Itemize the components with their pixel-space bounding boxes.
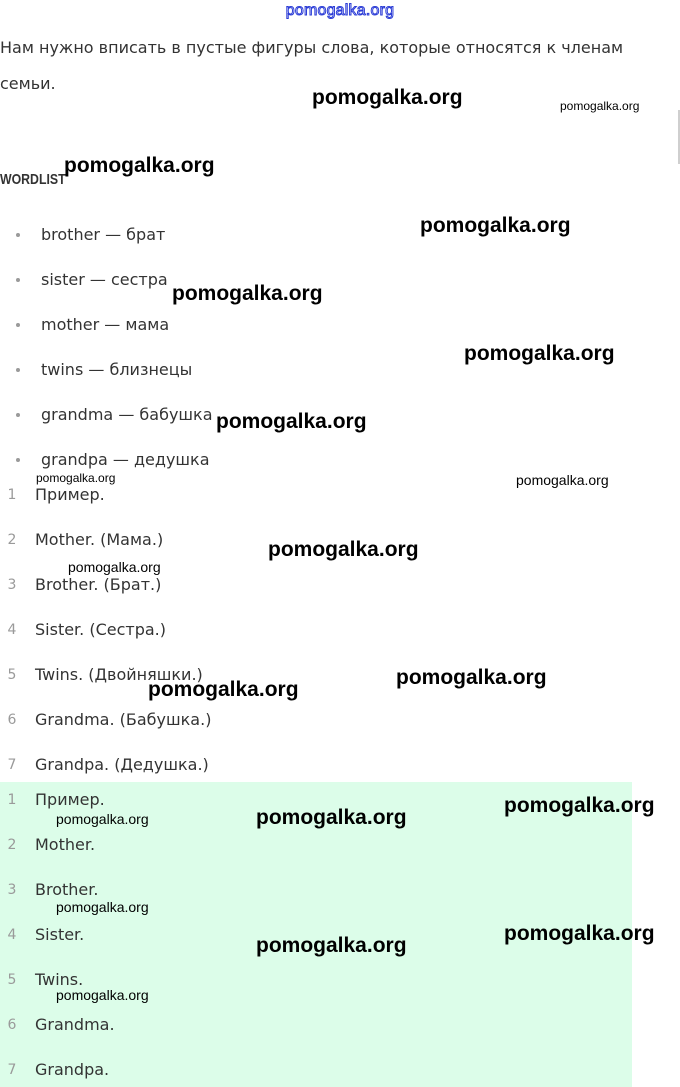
item-number: 7	[7, 1062, 17, 1078]
item-number: 5	[7, 972, 17, 988]
watermark: pomogalka.org	[504, 922, 655, 945]
watermark: pomogalka.org	[148, 678, 299, 701]
watermark: pomogalka.org	[396, 666, 547, 689]
item-text: Brother. (Брат.)	[35, 575, 162, 594]
item-text: Пример.	[35, 790, 105, 809]
watermark: pomogalka.org	[504, 794, 655, 817]
item-text: Twins.	[35, 970, 84, 989]
watermark: pomogalka.org	[172, 282, 323, 305]
bullet-icon	[16, 278, 20, 282]
item-number: 1	[7, 792, 17, 808]
wordlist-item-text: twins — близнецы	[41, 360, 193, 379]
watermark: pomogalka.org	[464, 342, 615, 365]
item-number: 4	[7, 927, 17, 943]
item-number: 2	[7, 532, 17, 548]
watermark: pomogalka.org	[256, 806, 407, 829]
watermark: pomogalka.org	[312, 86, 463, 109]
watermark: pomogalka.org	[560, 99, 640, 113]
wordlist-heading: WORDLIST	[0, 171, 66, 188]
wordlist-item-text: grandma — бабушка	[41, 405, 213, 424]
watermark: pomogalka.org	[216, 410, 367, 433]
watermark-top: pomogalka.org	[285, 2, 395, 19]
item-text: Grandpa.	[35, 1060, 110, 1079]
wordlist-item-text: sister — сестра	[41, 270, 168, 289]
item-number: 2	[7, 837, 17, 853]
watermark: pomogalka.org	[64, 154, 215, 177]
item-text: Brother.	[35, 880, 99, 899]
watermark: pomogalka.org	[56, 987, 149, 1003]
watermark: pomogalka.org	[56, 811, 149, 827]
bullet-icon	[16, 323, 20, 327]
bullet-icon	[16, 368, 20, 372]
item-text: Grandma.	[35, 1015, 115, 1034]
item-text: Sister.	[35, 925, 85, 944]
watermark: pomogalka.org	[268, 538, 419, 561]
item-text: Mother.	[35, 835, 96, 854]
item-text: Grandpa. (Дедушка.)	[35, 755, 209, 774]
bullet-icon	[16, 413, 20, 417]
item-number: 6	[7, 1017, 17, 1033]
item-number: 7	[7, 757, 17, 773]
bullet-icon	[16, 458, 20, 462]
item-number: 1	[7, 487, 17, 503]
item-text: Sister. (Сестра.)	[35, 620, 166, 639]
watermark: pomogalka.org	[256, 934, 407, 957]
wordlist-item-text: brother — брат	[41, 225, 166, 244]
wordlist-item-text: mother — мама	[41, 315, 170, 334]
item-text: Пример.	[35, 485, 105, 504]
wordlist-item-text: grandpa — дедушка	[41, 450, 210, 469]
intro-paragraph: Нам нужно вписать в пустые фигуры слова, которые относятся к членам семьи.	[0, 38, 624, 93]
watermark: pomogalka.org	[36, 471, 116, 485]
watermark: pomogalka.org	[420, 214, 571, 237]
item-text: Grandma. (Бабушка.)	[35, 710, 212, 729]
item-text: Twins. (Двойняшки.)	[35, 665, 203, 684]
watermark: pomogalka.org	[516, 472, 609, 488]
item-number: 4	[7, 622, 17, 638]
item-number: 3	[7, 882, 17, 898]
item-number: 6	[7, 712, 17, 728]
bullet-icon	[16, 233, 20, 237]
watermark: pomogalka.org	[56, 899, 149, 915]
watermark: pomogalka.org	[68, 559, 161, 575]
item-text: Mother. (Мама.)	[35, 530, 164, 549]
item-number: 3	[7, 577, 17, 593]
item-number: 5	[7, 667, 17, 683]
